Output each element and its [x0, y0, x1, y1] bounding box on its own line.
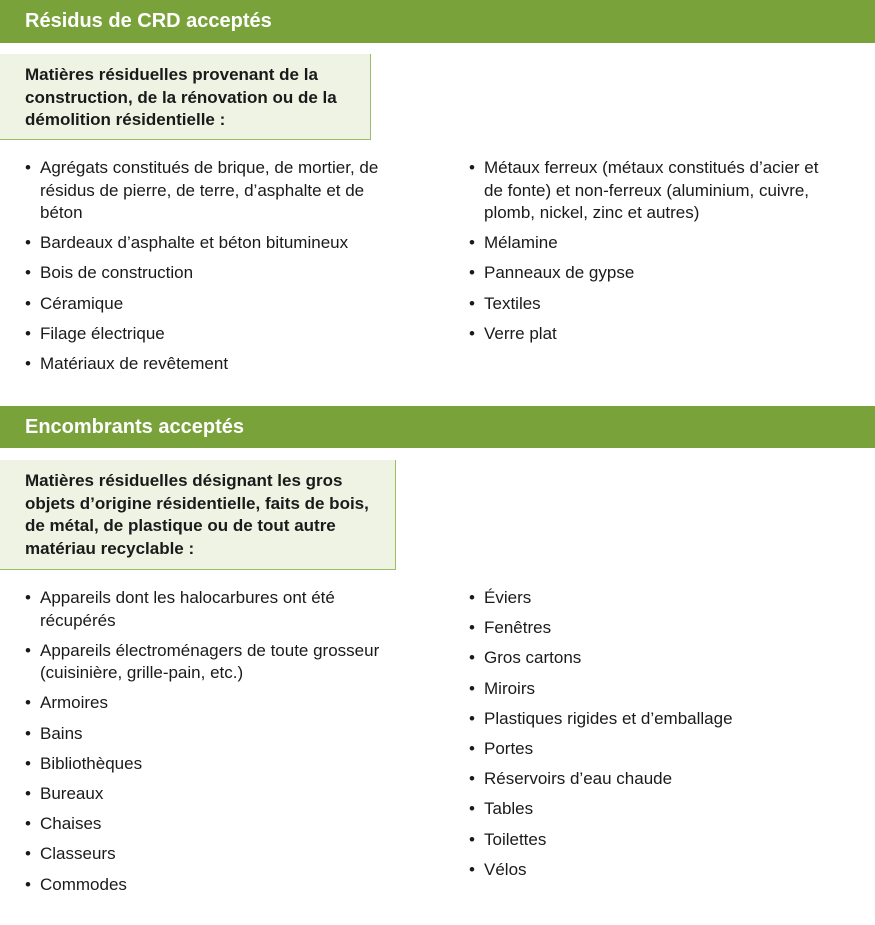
list-item: • Miroirs	[469, 678, 839, 701]
list-item: • Bois de construction	[25, 262, 405, 285]
list-item: • Commodes	[25, 874, 395, 897]
list-item: • Armoires	[25, 692, 395, 715]
list-item: • Éviers	[469, 587, 839, 610]
list-item: • Plastiques rigides et d’emballage	[469, 708, 839, 731]
crd-section-title: Résidus de CRD acceptés	[0, 0, 875, 43]
list-item: • Filage électrique	[25, 323, 405, 346]
list-item: • Toilettes	[469, 829, 839, 852]
crd-list-left	[25, 157, 405, 383]
crd-list-right	[469, 157, 839, 353]
encombrants-list-right	[469, 587, 839, 889]
encombrants-list-left	[25, 587, 395, 904]
list-item: • Tables	[469, 798, 839, 821]
list-item: • Fenêtres	[469, 617, 839, 640]
list-item: • Textiles	[469, 293, 839, 316]
list-item: • Classeurs	[25, 843, 395, 866]
crd-intro-box: Matières résiduelles provenant de la construction, de la rénovation ou de la démolition résidentielle :	[0, 54, 371, 140]
list-item: • Vélos	[469, 859, 839, 882]
list-item: • Bains	[25, 723, 395, 746]
list-item: • Appareils électroménagers de toute grosseur (cuisinière, grille-pain, etc.)	[25, 640, 395, 685]
list-item: • Mélamine	[469, 232, 839, 255]
list-item: • Matériaux de revêtement	[25, 353, 405, 376]
list-item: • Bureaux	[25, 783, 395, 806]
list-item: • Verre plat	[469, 323, 839, 346]
list-item: • Gros cartons	[469, 647, 839, 670]
list-item: • Métaux ferreux (métaux constitués d’acier et de fonte) et non-ferreux (aluminium, cuivre, plomb, nickel, zinc et autres)	[469, 157, 839, 225]
list-item: • Réservoirs d’eau chaude	[469, 768, 839, 791]
list-item: • Bardeaux d’asphalte et béton bitumineux	[25, 232, 405, 255]
encombrants-section-title: Encombrants acceptés	[0, 406, 875, 448]
list-item: • Chaises	[25, 813, 395, 836]
list-item: • Céramique	[25, 293, 405, 316]
list-item: • Appareils dont les halocarbures ont été récupérés	[25, 587, 395, 632]
list-item: • Panneaux de gypse	[469, 262, 839, 285]
list-item: • Portes	[469, 738, 839, 761]
encombrants-intro-box: Matières résiduelles désignant les gros objets d’origine résidentielle, faits de bois, de métal, de plastique ou de tout autre matériau recyclable :	[0, 460, 396, 570]
list-item: • Bibliothèques	[25, 753, 395, 776]
list-item: • Agrégats constitués de brique, de mortier, de résidus de pierre, de terre, d’asphalte et de béton	[25, 157, 405, 225]
